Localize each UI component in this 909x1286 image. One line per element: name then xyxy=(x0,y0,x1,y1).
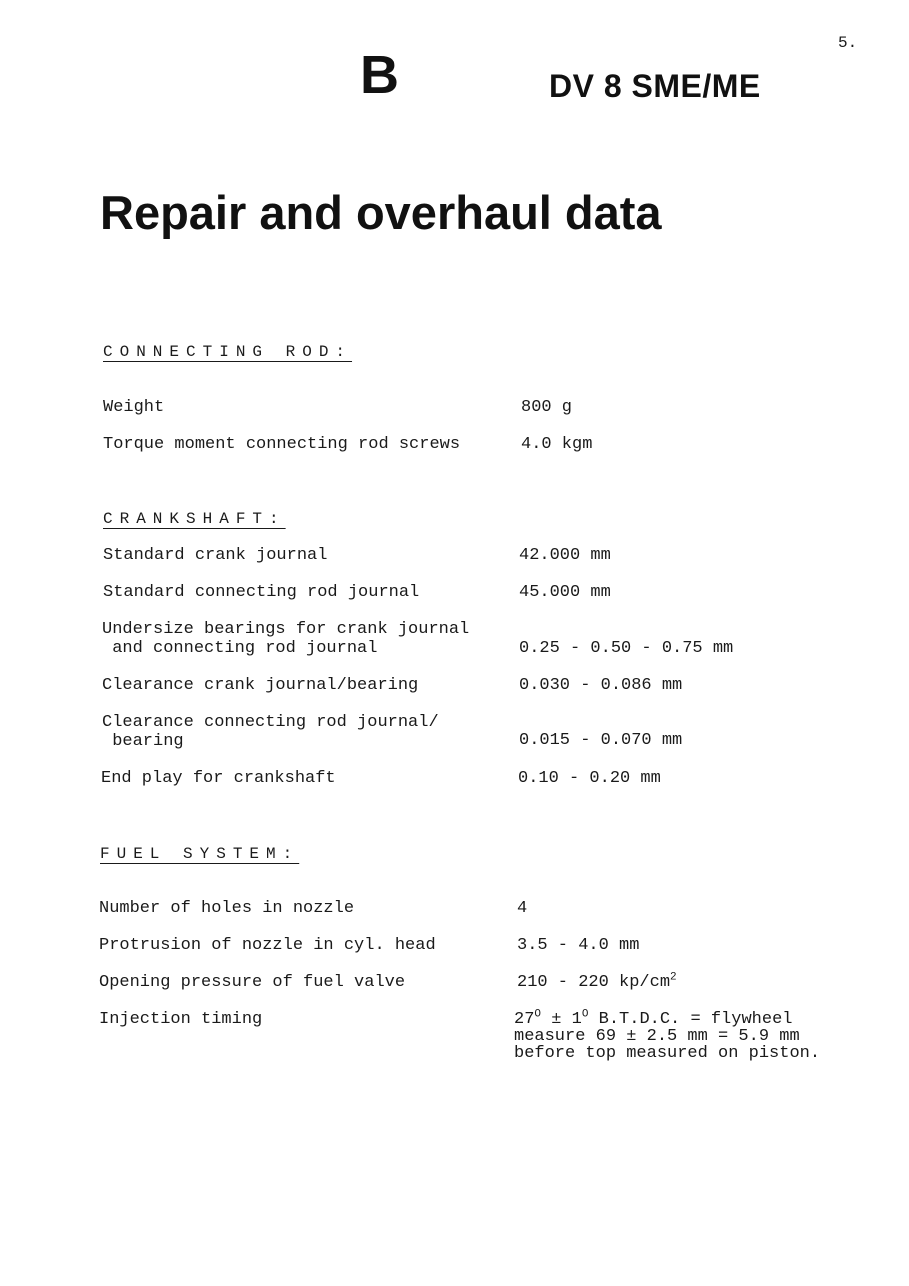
injection-timing-line2: measure 69 ± 2.5 mm = 5.9 mm xyxy=(514,1027,800,1046)
page-number: 5. xyxy=(838,34,858,52)
spec-label-clearance-conrod-line2: bearing xyxy=(102,732,184,751)
spec-value-crank-journal: 42.000 mm xyxy=(519,546,611,565)
spec-value-clearance-crank: 0.030 - 0.086 mm xyxy=(519,676,683,695)
model-code: DV 8 SME/ME xyxy=(549,68,761,104)
section-heading-fuel-system: FUEL SYSTEM: xyxy=(100,845,300,863)
spec-value-clearance-conrod: 0.015 - 0.070 mm xyxy=(519,731,683,750)
section-letter: B xyxy=(360,45,399,105)
spec-value-end-play: 0.10 - 0.20 mm xyxy=(518,769,661,788)
spec-value-weight: 800 g xyxy=(521,398,573,417)
injection-timing-line3: before top measured on piston. xyxy=(514,1044,821,1063)
spec-value-conrod-journal: 45.000 mm xyxy=(519,583,611,602)
degree-mark: O xyxy=(581,1008,589,1021)
spec-label-clearance-crank: Clearance crank journal/bearing xyxy=(102,676,419,695)
spec-label-undersize-line2: and connecting rod journal xyxy=(102,639,378,658)
section-heading-connecting-rod: CONNECTING ROD: xyxy=(103,343,353,361)
spec-label-end-play: End play for crankshaft xyxy=(101,769,336,788)
timing-reference: B.T.D.C. = flywheel xyxy=(588,1010,793,1029)
timing-tolerance: ± 1 xyxy=(541,1010,582,1029)
spec-label-crank-journal: Standard crank journal xyxy=(103,546,328,565)
spec-label-clearance-conrod-line1: Clearance connecting rod journal/ xyxy=(102,713,439,732)
timing-angle: 27 xyxy=(514,1010,535,1029)
degree-mark: O xyxy=(534,1008,542,1021)
spec-value-undersize: 0.25 - 0.50 - 0.75 mm xyxy=(519,639,734,658)
spec-label-nozzle-protrusion: Protrusion of nozzle in cyl. head xyxy=(99,936,436,955)
spec-label-torque: Torque moment connecting rod screws xyxy=(103,435,461,454)
spec-label-nozzle-holes: Number of holes in nozzle xyxy=(99,899,355,918)
spec-value-injection-timing xyxy=(514,1008,821,1063)
spec-value-nozzle-protrusion: 3.5 - 4.0 mm xyxy=(517,936,640,955)
opening-pressure-exponent: 2 xyxy=(670,971,677,984)
spec-value-torque: 4.0 kgm xyxy=(521,435,593,454)
page-title: Repair and overhaul data xyxy=(100,186,662,239)
spec-label-opening-pressure: Opening pressure of fuel valve xyxy=(99,973,406,992)
injection-timing-line1 xyxy=(514,1008,820,1029)
spec-label-undersize-line1: Undersize bearings for crank journal xyxy=(102,620,470,639)
spec-value-nozzle-holes: 4 xyxy=(517,899,528,918)
spec-label-weight: Weight xyxy=(103,398,165,417)
spec-label-conrod-journal: Standard connecting rod journal xyxy=(103,583,420,602)
spec-label-injection-timing: Injection timing xyxy=(99,1010,263,1029)
section-heading-crankshaft: CRANKSHAFT: xyxy=(103,510,286,528)
opening-pressure-main: 210 - 220 kp/cm xyxy=(517,973,671,992)
spec-value-opening-pressure xyxy=(517,973,677,992)
